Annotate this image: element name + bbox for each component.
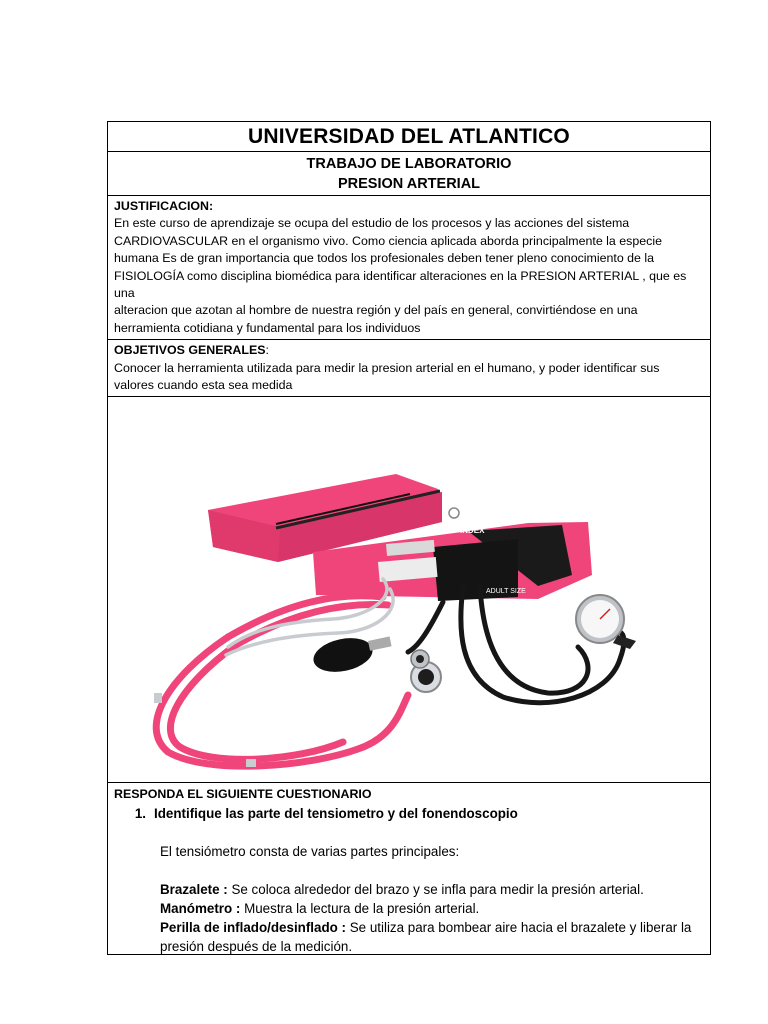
objetivos-line: valores cuando esta sea medida	[114, 378, 293, 393]
question-item	[114, 805, 704, 823]
questionnaire-section	[108, 783, 710, 954]
part-desc: Se coloca alrededor del brazo y se infla para medir la presión arterial.	[227, 882, 644, 898]
sphygmomanometer-kit-image	[108, 397, 710, 783]
subtitle-line-1: TRABAJO DE LABORATORIO	[306, 156, 512, 172]
manometer-gauge	[576, 595, 636, 649]
justificacion-line: humana Es de gran importancia que todos los profesionales deben tener pleno conocimiento de la	[114, 251, 655, 266]
page-title: UNIVERSIDAD DEL ATLANTICO	[248, 124, 570, 148]
objetivos-heading: OBJETIVOS GENERALES	[114, 343, 266, 358]
subtitle-row	[108, 152, 710, 196]
document-table	[107, 121, 711, 955]
question-text: Identifique las parte del tensiometro y del fonendoscopio	[154, 806, 518, 822]
answer-continuation: presión después de la medición.	[160, 939, 353, 955]
part-name: Brazalete :	[160, 882, 228, 898]
cuff-size-print: ADULT SIZE	[486, 588, 526, 596]
question-number: 1.	[134, 806, 146, 822]
justificacion-line: alteracion que azotan al hombre de nuestra región y del país en general, convirtiéndose en una	[114, 303, 638, 318]
part-name: Manómetro :	[160, 901, 241, 917]
justificacion-heading: JUSTIFICACION:	[114, 199, 214, 213]
objetivos-line: Conocer la herramienta utilizada para medir la presion arterial en el humano, y poder identificar sus	[114, 360, 660, 375]
questionnaire-heading: RESPONDA EL SIGUIENTE CUESTIONARIO	[114, 787, 372, 802]
answer-intro: El tensiómetro consta de varias partes principales:	[160, 844, 460, 860]
stethoscope-chestpiece	[411, 650, 441, 692]
justificacion-line: En este curso de aprendizaje se ocupa del estudio de los procesos y las acciones del sistema	[114, 216, 630, 231]
stethoscope-tubing	[156, 596, 408, 766]
title-row	[108, 122, 710, 152]
justificacion-section	[108, 196, 710, 340]
objetivos-heading-line	[114, 342, 704, 359]
subtitle-line-2: PRESION ARTERIAL	[337, 176, 481, 192]
answer-part	[160, 918, 704, 937]
answer-block	[160, 823, 704, 956]
answer-part	[160, 899, 704, 918]
part-desc: Se utiliza para bombear aire hacia el brazalete y liberar la	[346, 920, 692, 936]
objetivos-section	[108, 340, 710, 397]
part-name: Perilla de inflado/desinflado :	[160, 920, 347, 936]
inflation-bulb	[310, 634, 391, 678]
answer-part	[160, 880, 704, 899]
justificacion-line: herramienta cotidiana y fundamental para los individuos	[114, 320, 421, 335]
objetivos-heading-colon: :	[265, 343, 269, 358]
justificacion-line: CARDIOVASCULAR en el organismo vivo. Como ciencia aplicada aborda principalmente la especie	[114, 233, 662, 248]
tube-band	[246, 759, 256, 767]
part-desc: Muestra la lectura de la presión arterial.	[240, 901, 480, 917]
tube-band	[154, 693, 162, 703]
justificacion-line: FISIOLOGÍA como disciplina biomédica para identificar alteraciones en la PRESION ARTERIAL , que es una	[114, 268, 687, 301]
cuff-index-print: INDEX	[460, 526, 485, 536]
image-row	[108, 397, 710, 783]
